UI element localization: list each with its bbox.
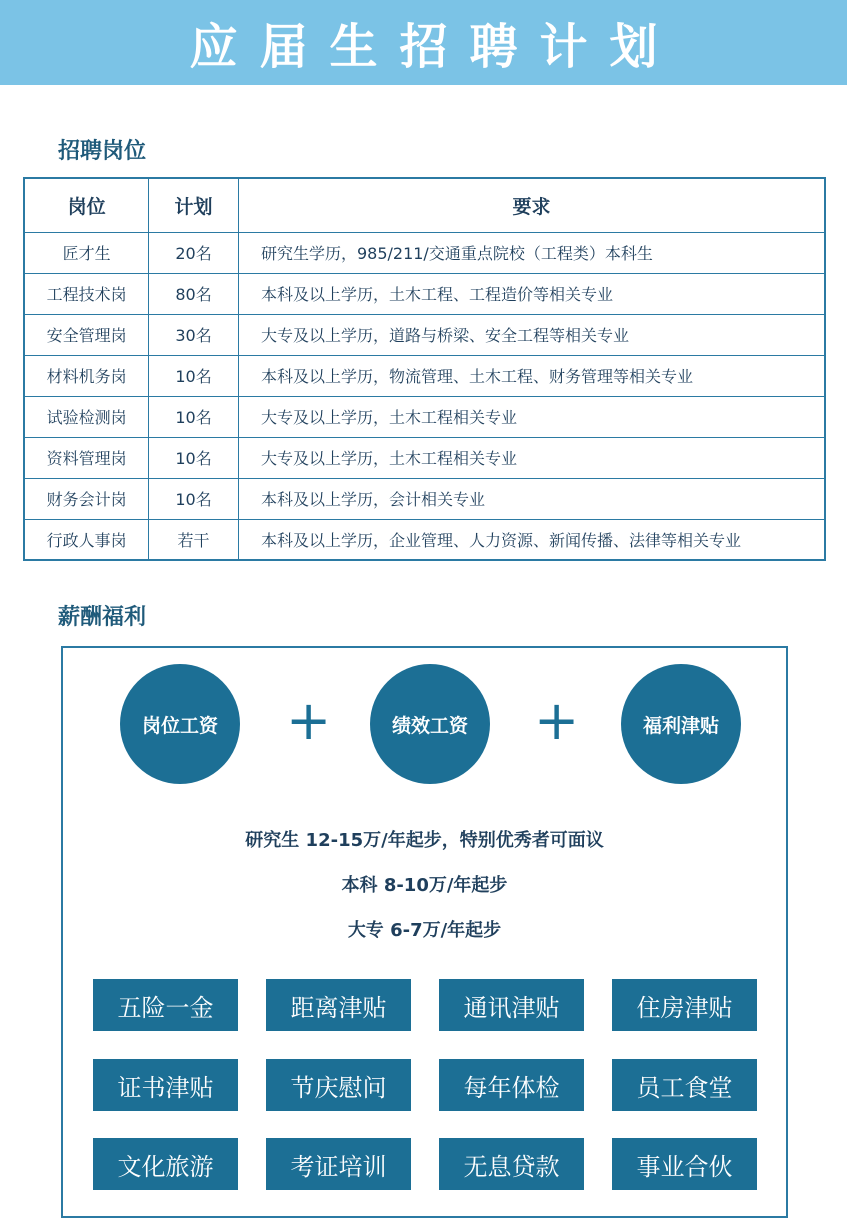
- benefit-tag: 无息贷款: [439, 1138, 584, 1190]
- positions-section-title: 招聘岗位: [58, 139, 147, 164]
- table-row: [24, 396, 825, 437]
- position-cell: 行政人事岗: [24, 519, 149, 560]
- benefit-tag: 事业合伙: [612, 1138, 757, 1190]
- salary-line-graduate: 研究生 12-15万/年起步，特别优秀者可面议: [245, 830, 604, 851]
- benefit-tag: 五险一金: [93, 979, 238, 1031]
- plan-cell: 20名: [149, 232, 239, 273]
- benefit-tag: 节庆慰问: [266, 1059, 411, 1111]
- plan-cell: 80名: [149, 273, 239, 314]
- plus-sign: +: [534, 689, 580, 752]
- plus-sign: +: [286, 689, 332, 752]
- plan-cell: 10名: [149, 355, 239, 396]
- header-position: 岗位: [24, 178, 149, 232]
- position-cell: 材料机务岗: [24, 355, 149, 396]
- benefits-panel: [61, 646, 788, 1218]
- requirement-cell: 大专及以上学历，道路与桥梁、安全工程等相关专业: [238, 314, 825, 355]
- header-banner: [0, 0, 847, 85]
- header-requirement: 要求: [238, 178, 825, 232]
- benefit-tag: 住房津贴: [612, 979, 757, 1031]
- page-title: 应届生招聘计划: [189, 19, 680, 75]
- benefit-tag: 文化旅游: [93, 1138, 238, 1190]
- requirement-cell: 大专及以上学历，土木工程相关专业: [238, 437, 825, 478]
- plan-cell: 10名: [149, 396, 239, 437]
- requirement-cell: 本科及以上学历，土木工程、工程造价等相关专业: [238, 273, 825, 314]
- position-cell: 匠才生: [24, 232, 149, 273]
- table-header-row: [24, 178, 825, 232]
- benefit-tag: 通讯津贴: [439, 979, 584, 1031]
- salary-line-bachelor: 本科 8-10万/年起步: [341, 875, 508, 896]
- benefit-tag: 证书津贴: [93, 1059, 238, 1111]
- plan-cell: 10名: [149, 478, 239, 519]
- requirement-cell: 本科及以上学历，企业管理、人力资源、新闻传播、法律等相关专业: [238, 519, 825, 560]
- position-cell: 资料管理岗: [24, 437, 149, 478]
- plan-cell: 10名: [149, 437, 239, 478]
- base-salary-circle: 岗位工资: [120, 664, 240, 784]
- benefit-tag: 距离津贴: [266, 979, 411, 1031]
- requirement-cell: 本科及以上学历，会计相关专业: [238, 478, 825, 519]
- table-row: [24, 355, 825, 396]
- benefits-section-title: 薪酬福利: [58, 605, 147, 630]
- table-row: [24, 232, 825, 273]
- table-row: [24, 519, 825, 560]
- position-cell: 安全管理岗: [24, 314, 149, 355]
- benefit-tag: 员工食堂: [612, 1059, 757, 1111]
- plan-cell: 若干: [149, 519, 239, 560]
- performance-pay-circle: 绩效工资: [370, 664, 490, 784]
- plan-cell: 30名: [149, 314, 239, 355]
- table-row: [24, 273, 825, 314]
- requirement-cell: 大专及以上学历，土木工程相关专业: [238, 396, 825, 437]
- table-row: [24, 478, 825, 519]
- position-cell: 财务会计岗: [24, 478, 149, 519]
- salary-line-college: 大专 6-7万/年起步: [347, 920, 502, 941]
- header-plan: 计划: [149, 178, 239, 232]
- position-cell: 工程技术岗: [24, 273, 149, 314]
- positions-table: [23, 177, 826, 561]
- table-row: [24, 314, 825, 355]
- benefit-tag: 每年体检: [439, 1059, 584, 1111]
- benefit-tag: 考证培训: [266, 1138, 411, 1190]
- requirement-cell: 研究生学历，985/211/交通重点院校（工程类）本科生: [238, 232, 825, 273]
- allowance-circle: 福利津贴: [621, 664, 741, 784]
- requirement-cell: 本科及以上学历，物流管理、土木工程、财务管理等相关专业: [238, 355, 825, 396]
- position-cell: 试验检测岗: [24, 396, 149, 437]
- table-row: [24, 437, 825, 478]
